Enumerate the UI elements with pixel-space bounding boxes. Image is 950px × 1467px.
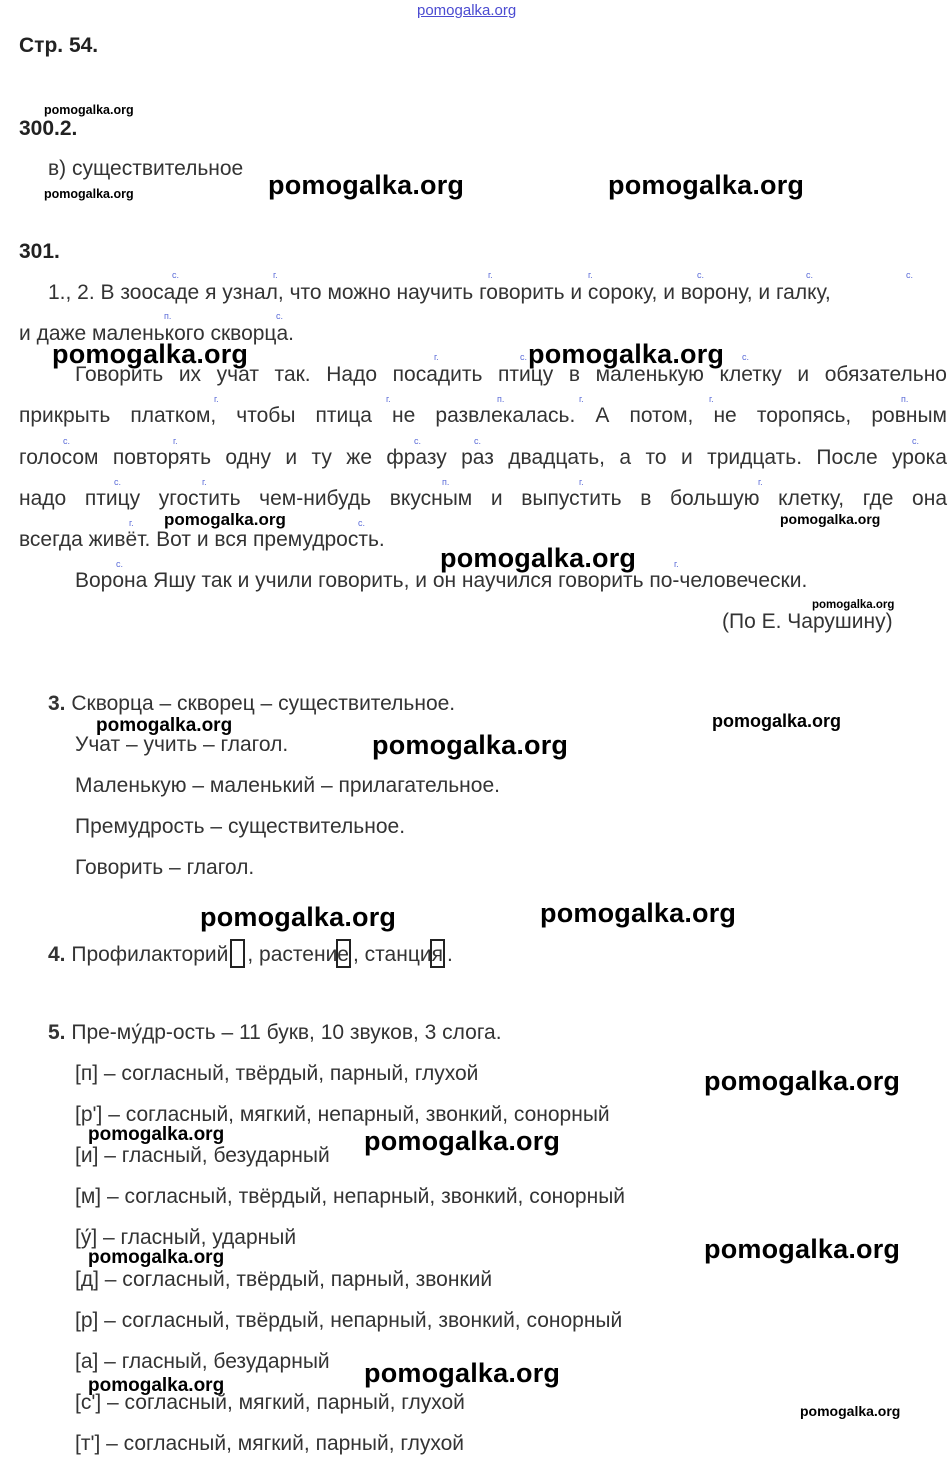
mark-s: с. [806,270,814,280]
watermark: pomogalka.org [88,1247,225,1268]
task-3-number: 3. [48,692,66,715]
watermark: pomogalka.org [812,599,895,611]
task-4-word: , растение [247,943,349,966]
watermark: pomogalka.org [528,339,725,369]
sound-row: [т'] – согласный, мягкий, парный, глухой [75,1432,465,1455]
watermark: pomogalka.org [800,1403,901,1419]
watermark: pomogalka.org [712,711,842,731]
exercise-301-number: 301. [19,240,60,263]
mark-s: с. [414,436,422,446]
ending-box [430,939,445,968]
mark-s: с. [172,270,180,280]
mark-g: г. [434,352,439,362]
task-4-number: 4. [48,943,66,966]
mark-g: г. [214,394,219,404]
task-5-line [48,1021,502,1045]
mark-p: п. [442,477,450,487]
mark-s: с. [912,436,920,446]
sound-row: [с'] – согласный, мягкий, парный, глухой [75,1391,465,1414]
text-line: 1., 2. В зоосаде я узнал, что можно научить говорить и сороку, и ворону, и галку, [48,281,831,304]
watermark: pomogalka.org [440,543,637,573]
sound-row: [р] – согласный, твёрдый, непарный, звонкий, сонорный [75,1309,623,1332]
sound-row: [м] – согласный, твёрдый, непарный, звонкий, сонорный [75,1185,626,1208]
task-4-end: . [446,943,453,966]
site-link-top[interactable]: pomogalka.org [417,2,517,19]
mark-g: г. [173,436,178,446]
watermark: pomogalka.org [44,103,134,117]
text-line: надо птицу угостить чем-нибудь вкусным и выпустить в большую клетку, где она [19,487,947,510]
text-line: Говорить их учат так. Надо посадить птицу в маленькую клетку и обязательно [75,363,947,386]
sound-row: [п] – согласный, твёрдый, парный, глухой [75,1062,479,1085]
sound-row: [а] – гласный, безударный [75,1350,330,1373]
watermark: pomogalka.org [608,170,805,200]
text-line: голосом повторять одну и ту же фразу раз двадцать, а то и тридцать. После урока [19,446,947,469]
watermark: pomogalka.org [88,1375,225,1396]
watermark: pomogalka.org [364,1358,561,1388]
page-title: Стр. 54. [19,34,99,57]
watermark: pomogalka.org [780,511,881,527]
mark-g: г. [758,477,763,487]
mark-p: п. [497,394,505,404]
mark-s: с. [520,352,528,362]
mark-s: с. [276,311,284,321]
task-3-line: Маленькую – маленький – прилагательное. [75,774,500,797]
task-3-line: Премудрость – существительное. [75,815,406,838]
mark-s: с. [116,559,124,569]
watermark: pomogalka.org [704,1066,901,1096]
author: (По Е. Чарушину) [722,610,893,633]
mark-g: г. [709,394,714,404]
text-line: и даже маленького скворца. [19,322,294,345]
watermark: pomogalka.org [268,170,465,200]
watermark: pomogalka.org [200,902,397,932]
sound-row: [у́] – гласный, ударный [75,1226,297,1249]
mark-g: г. [579,477,584,487]
ending-box [336,939,351,968]
mark-g: г. [129,518,134,528]
task-4-word: , станция [353,943,443,966]
mark-s: с. [63,436,71,446]
sound-row: [и] – гласный, безударный [75,1144,330,1167]
mark-g: г. [202,477,207,487]
watermark: pomogalka.org [372,730,569,760]
mark-p: п. [901,394,909,404]
mark-s: с. [906,270,914,280]
watermark: pomogalka.org [364,1126,561,1156]
task-3-line [48,692,455,716]
sound-row: [р'] – согласный, мягкий, непарный, звонкий, сонорный [75,1103,610,1126]
watermark: pomogalka.org [164,510,286,529]
mark-g: г. [588,270,593,280]
mark-s: с. [742,352,750,362]
mark-s: с. [114,477,122,487]
task-3-text: Скворца – скворец – существительное. [71,692,456,715]
ending-box [230,939,245,968]
watermark: pomogalka.org [704,1234,901,1264]
mark-s: с. [697,270,705,280]
exercise-300-answer: в) существительное [48,157,244,180]
mark-g: г. [674,559,679,569]
sound-row: [д] – согласный, твёрдый, парный, звонкий [75,1268,493,1291]
mark-s: с. [358,518,366,528]
mark-s: с. [474,436,482,446]
watermark: pomogalka.org [540,898,737,928]
text-line: прикрыть платком, чтобы птица не развлекалась. А потом, не торопясь, ровным [19,404,947,427]
watermark: pomogalka.org [52,339,249,369]
mark-g: г. [273,270,278,280]
task-5-title: Пре-му́др-ость – 11 букв, 10 звуков, 3 слога. [71,1021,502,1044]
text-line: Ворона Яшу так и учили говорить, и он научился говорить по-человечески. [75,569,808,592]
watermark: pomogalka.org [88,1124,225,1145]
task-4-word: Профилакторий [71,943,229,966]
task-3-line: Говорить – глагол. [75,856,255,879]
mark-p: п. [164,311,172,321]
mark-g: г. [488,270,493,280]
watermark: pomogalka.org [44,187,134,201]
task-4-line [48,939,453,968]
text-line: всегда живёт. Вот и вся премудрость. [19,528,385,551]
task-5-number: 5. [48,1021,66,1044]
mark-g: г. [579,394,584,404]
mark-g: г. [386,394,391,404]
exercise-300-number: 300.2. [19,117,78,140]
task-3-line: Учат – учить – глагол. [75,733,289,756]
watermark: pomogalka.org [96,715,233,736]
